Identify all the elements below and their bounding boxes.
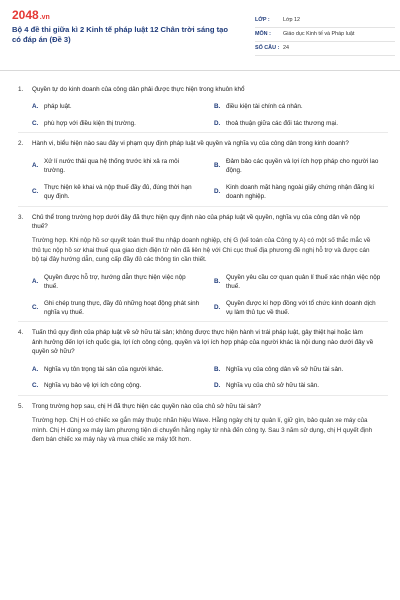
question-text: Hành vi, biểu hiện nào sau đây vi phạm quy định pháp luật về quyền và nghĩa vụ của công dân trong kinh doanh? [32, 140, 349, 148]
option-b[interactable]: B. điều kiện tài chính cá nhân. [214, 103, 303, 111]
meta-row-subject: MÔN : Giáo dục Kinh tế và Pháp luật [255, 28, 395, 42]
option-b[interactable]: B. Đảm bảo các quyền và lợi ích hợp pháp cho người lao động. [214, 157, 379, 175]
question-4: 4. Tuấn thủ quy định của pháp luật về sở hữu tài sản; không được thực hiện hành vi trái pháp luật, gây thiệt hại hoặc làm ảnh hưởng đến lợi ích quốc gia, lợi ích công cộng, quyền và lợi ích hợp pháp của người khác là nội dung nào dưới đây về quyền sở hữu? A. Nghĩa vụ tôn trọng tài sản của người khác. B. Nghĩa vụ của công dân về sở hữu tài sản. C. Nghĩa vụ bảo vệ lợi ích công cộng. D. Nghĩa vụ của chủ sở hữu tài sản. [18, 322, 388, 395]
question-text: Quyền tự do kinh doanh của công dân phải được thực hiện trong khuôn khổ [32, 86, 245, 93]
answer-options [18, 102, 388, 128]
option-c[interactable]: C. Ghi chép trung thực, đầy đủ những hoạt động phát sinh nghĩa vụ thuế. [32, 299, 200, 316]
option-a[interactable]: A. Nghĩa vụ tôn trọng tài sản của người khác. [32, 365, 164, 373]
document-meta [255, 14, 395, 56]
option-c[interactable]: C. Nghĩa vụ bảo vệ lợi ích công cộng. [32, 382, 142, 390]
meta-row-count: SỐ CÂU : 24 [255, 42, 395, 56]
option-d[interactable]: D. thoả thuận giữa các đối tác thương mại. [214, 119, 338, 127]
option-a[interactable]: A. Quyền được hỗ trợ, hướng dẫn thực hiện việc nộp thuế. [32, 273, 186, 291]
option-a[interactable]: A. pháp luật. [32, 103, 72, 111]
option-c[interactable]: C. phù hợp với điều kiện thị trường. [32, 119, 136, 127]
option-a[interactable]: A. Xử lí nước thải qua hệ thống trước khi xả ra môi trường. [32, 157, 180, 175]
site-logo[interactable]: 2048.vn [12, 8, 50, 22]
option-d[interactable]: D. Quyền được kí hợp đồng với tổ chức kinh doanh dịch vụ làm thủ tục về thuế. [214, 299, 376, 316]
case-passage: Trường hợp. Khi nộp hồ sơ quyết toán thuế thu nhập doanh nghiệp, chị G (kế toán của Công ty A) có một số thắc mắc về thủ tục nộp hồ sơ khai thuế qua giao dịch điện tử nên đã liên hệ với Chi cục thuế địa phương đề nghị hỗ trợ và được cán bộ tại đây hướng dẫn, cung cấp đầy đủ các thông tin cần thiết. [32, 237, 371, 264]
answer-options [18, 273, 388, 318]
case-passage: Trường hợp. Chị H có chiếc xe gắn máy thuộc nhãn hiệu Wave. Hằng ngày chị tự quản lí, giữ gìn, bảo quản xe máy của mình. Chị H dùng xe máy làm phương tiện di chuyển hằng ngày từ nhà đến công ty. Sau 3 năm sử dụng, chị H quyết định đem bán chiếc xe máy này và mua chiếc xe máy tốt hơn. [32, 417, 373, 443]
question-text: Tuấn thủ quy định của pháp luật về sở hữu tài sản; không được thực hiện hành vi trái pháp luật, gây thiệt hại hoặc làm ảnh hưởng đến lợi ích quốc gia, lợi ích công cộng, quyền và lợi ích hợp pháp của người khác là nội dung nào dưới đây về quyền sở hữu? [32, 329, 374, 356]
question-1: 1. Quyền tự do kinh doanh của công dân phải được thực hiện trong khuôn khổ A. pháp luật. B. điều kiện tài chính cá nhân. C. phù hợp với điều kiện thị trường. D. thoả thuận giữa các đối tác thương mại. [18, 79, 388, 133]
question-5: 5. Trong trường hợp sau, chị H đã thực hiện các quyền nào của chủ sở hữu tài sản? Trường hợp. Chị H có chiếc xe gắn máy thuộc nhãn hiệu Wave. Hằng ngày chị tự quản lí, giữ gìn, bảo quản xe máy của mình. Chị H dùng xe máy làm phương tiện di chuyển hằng ngày từ nhà đến công ty. Sau 3 năm sử dụng, chị H quyết định đem bán chiếc xe máy này và mua chiếc xe máy tốt hơn. [18, 396, 388, 449]
answer-options [18, 365, 388, 391]
option-b[interactable]: B. Nghĩa vụ của công dân về sở hữu tài sản. [214, 365, 344, 373]
meta-row-class: LỚP : Lớp 12 [255, 14, 395, 28]
document-title: Bộ 4 đề thi giữa kì 2 Kinh tế pháp luật 12 Chân trời sáng tạo có đáp án (Đề 3) [12, 25, 228, 45]
question-text: Chủ thể trong trường hợp dưới đây đã thực hiện quy định nào của pháp luật về quyền, nghĩa vụ của công dân về nộp thuế? [32, 213, 361, 230]
question-3: 3. Chủ thể trong trường hợp dưới đây đã thực hiện quy định nào của pháp luật về quyền, nghĩa vụ của công dân về nộp thuế? Trường hợp. Khi nộp hồ sơ quyết toán thuế thu nhập doanh nghiệp, chị G (kế toán của Công ty A) có một số thắc mắc về thủ tục nộp hồ sơ khai thuế qua giao dịch điện tử nên đã liên hệ với Chi cục thuế địa phương đề nghị hỗ trợ và được cán bộ tại đây hướng dẫn, cung cấp đầy đủ các thông tin cần thiết. A. Quyền được hỗ trợ, hướng dẫn thực hiện việc nộp thuế. B. Quyền yêu cầu cơ quan quản lí thuế xác nhận việc nộp thuế. C. Ghi chép trung thực, đầy đủ những hoạt động phát sinh nghĩa vụ thuế. D. Quyền được kí hợp đồng với tổ chức kinh doanh dịch vụ làm thủ tục về thuế. [18, 207, 388, 323]
option-b[interactable]: B. Quyền yêu cầu cơ quan quản lí thuế xác nhận việc nộp thuế. [214, 273, 381, 291]
document-header [0, 0, 400, 71]
question-2: 2. Hành vi, biểu hiện nào sau đây vi phạm quy định pháp luật về quyền và nghĩa vụ của công dân trong kinh doanh? A. Xử lí nước thải qua hệ thống trước khi xả ra môi trường. B. Đảm bảo các quyền và lợi ích hợp pháp cho người lao động. C. Thực hiện kê khai và nộp thuế đầy đủ, đúng thời hạn quy định. D. Kinh doanh mặt hàng ngoài giấy chứng nhận đăng kí doanh nghiệp. [18, 133, 388, 206]
option-d[interactable]: D. Nghĩa vụ của chủ sở hữu tài sản. [214, 382, 320, 390]
answer-options [18, 157, 388, 202]
option-d[interactable]: D. Kinh doanh mặt hàng ngoài giấy chứng nhận đăng kí doanh nghiệp. [214, 183, 375, 201]
question-text: Trong trường hợp sau, chị H đã thực hiện các quyền nào của chủ sở hữu tài sản? [32, 402, 261, 410]
option-c[interactable]: C. Thực hiện kê khai và nộp thuế đầy đủ, đúng thời hạn quy định. [32, 183, 192, 201]
question-list [0, 71, 400, 448]
